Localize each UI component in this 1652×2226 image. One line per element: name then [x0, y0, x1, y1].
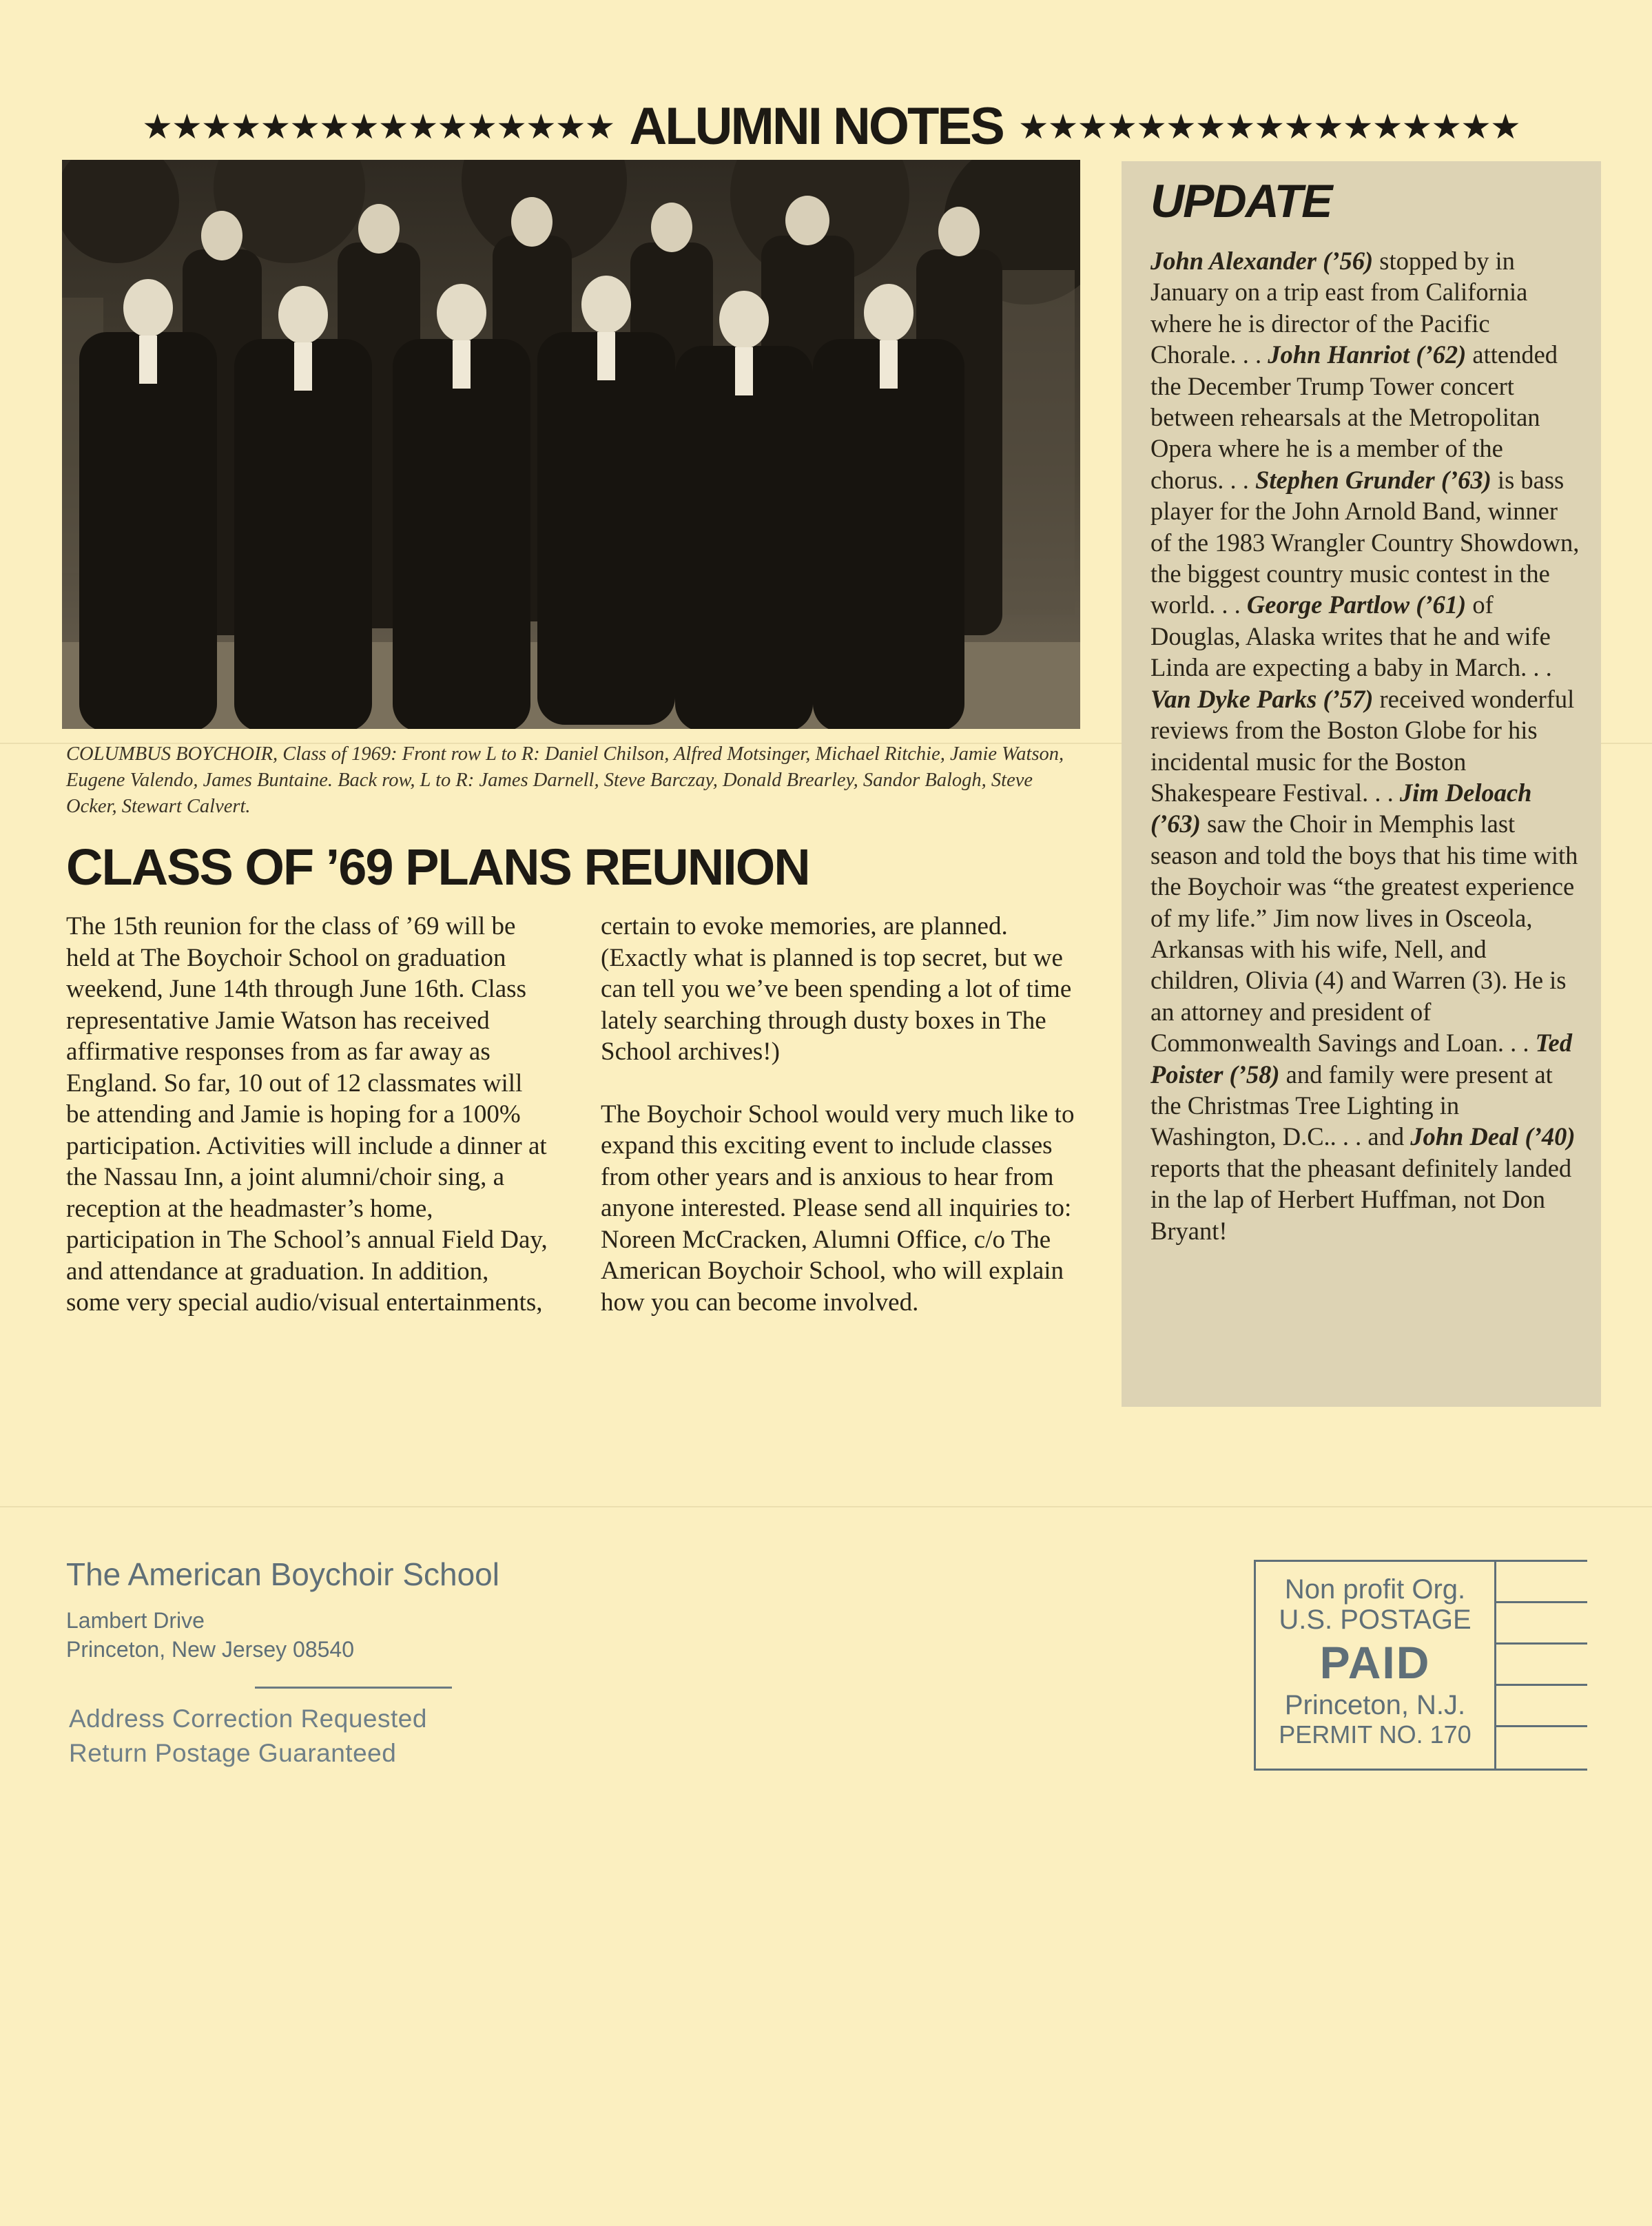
article-paragraph: certain to evoke memories, are planned. (Exactly what is planned is top secret, but we can tell you we’ve been spending a lot of time lately searching through dusty boxes in The School archives!)	[601, 912, 1072, 1066]
cancel-line	[1496, 1560, 1587, 1562]
update-sidebar	[1122, 161, 1601, 1407]
alumnus-name: John Hanriot (’62)	[1268, 340, 1467, 369]
update-text: and family were present at the Christmas Tree Lighting in Washington, D.C.. . . and	[1150, 1060, 1553, 1151]
alumnus-name: George Partlow (’61)	[1246, 590, 1467, 619]
cancel-line	[1496, 1684, 1587, 1686]
alumni-notes-banner	[66, 95, 1596, 158]
fold-line-bottom	[0, 1506, 1652, 1507]
update-text: of Douglas, Alaska writes that he and wife Linda are expecting a baby in March. . .	[1150, 590, 1552, 682]
alumnus-name: Van Dyke Parks (’57)	[1150, 684, 1374, 713]
indicia-city: Princeton, N.J.	[1284, 1690, 1466, 1720]
update-text: reports that the pheasant definitely landed in the lap of Herbert Huffman, not Don Bryant!	[1150, 1153, 1572, 1245]
photo-caption: COLUMBUS BOYCHOIR, Class of 1969: Front row L to R: Daniel Chilson, Alfred Motsinger, Michael Ritchie, Jamie Watson, Eugene Valendo, James Buntaine. Back row, L to R: James Darnell, Steve Barczay, Donald Brearley, Sandor Balogh, Steve Ocker, Stewart Calvert.	[66, 743, 1064, 817]
update-text: received wonderful reviews from the Boston Globe for his incidental music for the Boston Shakespeare Festival. . .	[1150, 684, 1575, 807]
return-postage-note: Return Postage Guaranteed	[69, 1739, 397, 1767]
article-paragraph: The Boychoir School would very much like to expand this exciting event to include classes from other years and is anxious to hear from anyone interested. Please send all inquiries to: Noreen McCracken, Alumni Office, c/o The American Boychoir School, who will explain how you can become involved.	[601, 1100, 1075, 1317]
indicia-postage: U.S. POSTAGE	[1279, 1605, 1472, 1635]
update-text: attended the December Trump Tower concert between rehearsals at the Metropolitan Opera where he is a member of the chorus. . .	[1150, 340, 1558, 494]
photo-illustration	[62, 160, 1080, 729]
indicia-permit: PERMIT NO. 170	[1279, 1720, 1472, 1749]
alumnus-name: John Alexander (’56)	[1150, 247, 1374, 275]
update-text: stopped by in January on a trip east from California where he is director of the Pacific Chorale. . .	[1150, 247, 1528, 369]
article-column-right	[601, 911, 1083, 1349]
update-text: is bass player for the John Arnold Band, winner of the 1983 Wrangler Country Showdown, the biggest country music contest in the world. . .	[1150, 465, 1580, 619]
stars-left: ★★★★★★★★★★★★★★★★	[142, 107, 615, 147]
address-city: Princeton, New Jersey 08540	[66, 1637, 354, 1662]
alumnus-name: Jim Deloach (’63)	[1150, 778, 1532, 838]
address-correction-note: Address Correction Requested	[69, 1704, 427, 1733]
alumnus-name: Ted Poister (’58)	[1150, 1029, 1572, 1089]
address-street: Lambert Drive	[66, 1608, 205, 1633]
indicia-paid: PAID	[1319, 1637, 1431, 1688]
update-body	[1150, 245, 1580, 1246]
alumnus-name: John Deal (’40)	[1410, 1122, 1576, 1151]
address-divider	[255, 1687, 452, 1689]
article-headline: CLASS OF ’69 PLANS REUNION	[66, 838, 809, 896]
choir-group-photo	[62, 160, 1080, 729]
postage-indicia	[1254, 1560, 1496, 1771]
article-column-left	[66, 911, 548, 1350]
update-text: saw the Choir in Memphis last season and told the boys that his time with the Boychoir was “the greatest experience of my life.” Jim now lives in Osceola, Arkansas with his wife, Nell, and children, Olivia (4) and Warren (3). He is an attorney and president of Commonwealth Savings and Loan. . .	[1150, 810, 1578, 1058]
school-name: The American Boychoir School	[66, 1556, 499, 1592]
cancel-line	[1496, 1642, 1587, 1645]
update-title: UPDATE	[1150, 175, 1332, 227]
cancel-line	[1496, 1725, 1587, 1727]
stars-right: ★★★★★★★★★★★★★★★★★	[1018, 107, 1520, 147]
alumnus-name: Stephen Grunder (’63)	[1255, 465, 1491, 494]
cancel-line	[1496, 1769, 1587, 1771]
indicia-nonprofit: Non profit Org.	[1284, 1574, 1466, 1605]
cancel-line	[1496, 1601, 1587, 1603]
indicia-cancel-lines	[1496, 1560, 1587, 1771]
article-paragraph: The 15th reunion for the class of ’69 will be held at The Boychoir School on graduation weekend, June 14th through June 16th. Class representative Jamie Watson has received affirmative responses from as far away as England. So far, 10 out of 12 classmates will be attending and Jamie is hoping for a 100% participation. Activities will include a dinner at the Nassau Inn, a joint alumni/choir sing, a reception at the headmaster’s home, participation in The School’s annual Field Day, and attendance at graduation. In addition, some very special audio/visual entertainments,	[66, 912, 548, 1317]
banner-title: ALUMNI NOTES	[629, 97, 1003, 156]
